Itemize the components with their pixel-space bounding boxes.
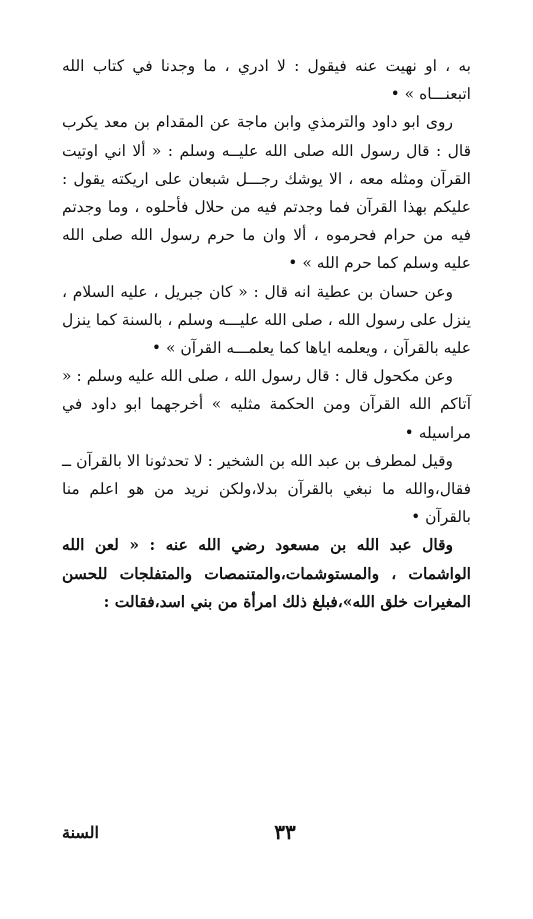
paragraph-continuation: به ، او نهيت عنه فيقول : لا ادري ، ما وجدنا في كتاب الله اتبعنـــاه » • [62, 57, 471, 104]
page-footer [62, 820, 471, 844]
paragraph-mutarrif-narration: وقيل لمطرف بن عبد الله بن الشخير : لا تحدثونا الا بالقرآن ــ فقال،والله ما نبغي بالقرآن بدلا،ولكن نريد من هو اعلم منا بالقرآن • [62, 451, 471, 527]
running-section-title: السنة [62, 822, 99, 842]
paragraph-ibn-masud-narration: وقال عبد الله بن مسعود رضي الله عنه : « لعن الله الواشمات ، والمستوشمات،والمتنمصات والمتفلجات للحسن المغيرات خلق الله»،فبلغ ذلك امرأة من بني اسد،فقالت : [62, 535, 471, 611]
paragraph-hassan-narration: وعن حسان بن عطية انه قال : « كان جبريل ، عليه السلام ، ينزل على رسول الله ، صلى الله عليـــه وسلم ، بالسنة كما ينزل عليه بالقرآن ، ويعلمه اياها كما يعلمـــه القرآن » • [62, 282, 471, 358]
main-text [62, 52, 471, 616]
paragraph-miqdam-hadith: روى ابو داود والترمذي وابن ماجة عن المقدام بن معد يكرب قال : قال رسول الله صلى الله عليــه وسلم : « ألا اني اوتيت القرآن ومثله معه ، الا يوشك رجـــل شبعان على اريكته يقول : عليكم بهذا القرآن فما وجدتم فيه من حلال فأحلوه ، وما وجدتم فيه من حرام فحرموه ، ألا وان ما حرم رسول الله صلى الله عليه وسلم كما حرم الله » • [62, 113, 471, 273]
page-number: ٣٣ [274, 820, 296, 844]
paragraph-makhul-narration: وعن مكحول قال : قال رسول الله ، صلى الله عليه وسلم : « آتاكم الله القرآن ومن الحكمة مثليه » أخرجهما ابو داود في مراسيله • [62, 367, 471, 442]
